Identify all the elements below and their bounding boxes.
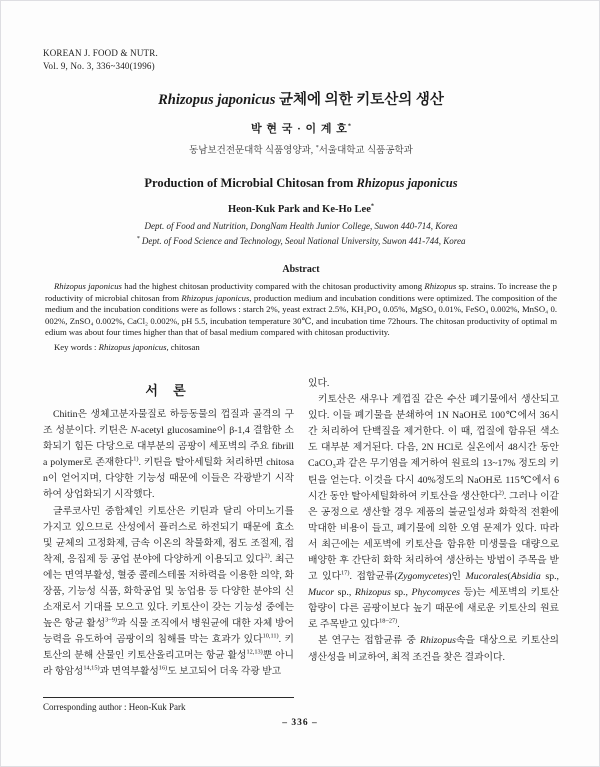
italic-term: Rhizopus japonicus (356, 176, 458, 190)
reference-superscript: 17) (341, 569, 350, 577)
affiliation-english-2 (43, 235, 559, 249)
text-run: Production of Microbial Chitosan from (144, 176, 357, 190)
journal-name: KOREAN J. FOOD & NUTR. (43, 48, 158, 58)
text-run: , chitosan (166, 341, 200, 352)
reference-superscript: 18~27) (379, 618, 398, 626)
text-run: . 접합균류( (349, 571, 398, 583)
italic-term: Absidia (510, 571, 541, 583)
reference-superscript: 14,15) (83, 665, 100, 673)
text-run: had the highest chitosan productivity compared with the chitosan productivity among (121, 281, 425, 291)
reference-superscript: 12,13) (246, 649, 263, 657)
text-run: Heon-Kuk Park and Ke-Ho Lee (227, 204, 371, 215)
text-run: . 키틴을 탈아세틸화 처리하면 chitosan이 얻어지며, 다양한 기능성 때문에 이들은 각광받기 시작하여 상업화되기 시작했다. (43, 457, 295, 501)
text-run: . 그러나 이같은 공정으로 생산할 경우 제품의 불균일성과 화학적 전환에 막대한 비용이 들고, 폐기물에 의한 오염 문제가 있다. 따라서 최근에는 세포벽에 키토산을 함유한 미생물을 대량으로 배양한 후 간단히 화학 처리하여 생산하는 방법이 주목을 받고 있다 (308, 490, 559, 583)
text-run: sp. strains. To increase the productivity of microbial chitosan from (45, 281, 558, 303)
text-run: Chitin은 생체고분자물질로 하등동물의 껍질과 골격의 구조 성분이다. 키틴은 (43, 408, 294, 437)
abstract-heading: Abstract (282, 264, 320, 275)
text-run: 서울대학교 식품공학과 (318, 146, 413, 156)
text-run: )인 (448, 571, 466, 583)
reference-superscript: * (347, 122, 352, 130)
italic-term: Rhizopus (354, 587, 391, 599)
reference-superscript: * (315, 143, 319, 151)
text-run: . (397, 619, 400, 631)
reference-superscript: 10,11) (262, 633, 279, 641)
italic-term: Phycomyces (411, 587, 460, 599)
paper-title-korean (43, 88, 559, 109)
introduction-heading: 서 론 (145, 382, 192, 398)
page-content (1, 1, 599, 712)
italic-term: Rhizopus japonicus (54, 281, 122, 291)
journal-header (43, 47, 559, 72)
text-run: 글루코사민 중합체인 키토산은 키틴과 달리 아미노기를 가지고 있으므로 산성에서 플러스로 하전되기 때문에 효소 및 균체의 고정화제, 금속 이온의 착물화제, 점도 조절제, 접착제, 응집제 등 공업 분야에 다양하게 이용되고 있다 (43, 505, 294, 565)
text-run: 본 연구는 접합균류 중 (318, 635, 420, 647)
body-paragraph (308, 376, 559, 392)
journal-volume-line: Vol. 9, No. 3, 336~340(1996) (43, 60, 155, 71)
italic-term: Zygomycetes (397, 571, 449, 583)
affiliation-korean (43, 142, 559, 156)
reference-superscript: 1) (133, 455, 139, 463)
text-run: Dept. of Food and Nutrition, DongNam Health Junior College, Suwon 440-714, Korea (144, 221, 458, 231)
footnote-block (43, 697, 294, 712)
body-paragraph (43, 407, 294, 504)
text-run: . 최근에는 면역부활성, 혈중 콜레스테롤 저하력을 이용한 의약, 화장품, 기능성 식품, 화학공업 및 농업용 등 다양한 분야의 신소재로서 기대를 모으고 있다. 키토산이 갖는 기능성 중에는 높은 항균 활성 (43, 553, 294, 630)
text-run: ( (507, 571, 511, 583)
reference-superscript: * (136, 234, 140, 242)
italic-term: Rhizopus (424, 281, 457, 291)
text-run: 속을 대상으로 키토산의 생산성을 비교하여, 최적 조건을 찾은 결과이다. (308, 635, 559, 663)
reference-superscript: * (370, 202, 375, 210)
text-run: 키토산은 새우나 게껍질 같은 수산 폐기물에서 생산되고 있다. 이들 폐기물을 분쇄하여 1N NaOH로 100℃에서 36시간 처리하여 단백질을 제거한다. 이 때, 껍질에 함유된 색소도 대부분 제거된다. 다음, 2N HCl로 실온에서 48시간 동안 CaCO₃과 같은 무기염을 제거하여 원료의 13~17% 정도의 키틴을 얻는다. 이것을 다시 40%정도의 NaOH로 115℃에서 6시간 동안 탈아세틸화하여 키토산을 생산한다 (308, 394, 559, 502)
italic-term: Mucor (308, 587, 335, 599)
italic-term: Rhizopus japonicus (181, 292, 250, 303)
authors-english (43, 204, 559, 215)
text-run: -acetyl glucosamine이 β-1,4 결합한 소화되기 힘든 다당으로 대부분의 곰팡이 세포벽의 주요 fibrilla polymer로 존재한다 (43, 425, 294, 469)
right-column (308, 376, 559, 712)
text-run: 균체에 의한 키토산의 생산 (275, 92, 444, 108)
italic-term: Mucorales (465, 571, 508, 583)
authors-korean (43, 120, 559, 136)
text-run: Key words : (54, 341, 99, 352)
paper-title-english (43, 176, 559, 191)
text-run: sp., (390, 587, 412, 599)
keywords-line (45, 342, 557, 352)
text-run: 과 면역부활성 (99, 666, 159, 678)
reference-superscript: 16) (158, 665, 168, 673)
text-run: 뿐 아니라 항암성 (43, 650, 294, 678)
text-run: . 키토산의 분해 산물인 키토산올리고머는 항균 활성 (43, 634, 294, 662)
right-column-paragraphs (308, 376, 559, 666)
left-column (43, 376, 294, 712)
corresponding-author-note: Corresponding author : Heon-Kuk Park (43, 701, 186, 712)
text-run: 과 식물 조직에서 병원균에 대한 자체 방어 능력을 유도하여 곰팡이의 침해를 막는 효과가 있다 (43, 618, 294, 646)
text-run: , production medium and incubation conditions were optimized. The composition of the medium and the incubation conditions were as follows : starch 2%, yeast extract 2.5%, KH₂PO₄ 0.05%, MgSO₄ 0.01%, FeSO₄ 0.002%, MnSO₄ 0.002%, ZnSO₄ 0.002%, CaCl₂ 0.002%, pH 5.5, incubation temperature 30℃, and incubation time 72hours. The chitosan productivity of optimal medium was about four times higher than that of basal medium compared with chitosan productivity. (45, 292, 558, 338)
italic-term: Rhizopus japonicus (98, 341, 167, 352)
text-run: Dept. of Food Science and Technology, Seoul National University, Suwon 441-744, Korea (139, 235, 466, 246)
two-column-body (43, 376, 559, 712)
text-run: 등)는 세포벽의 키토산 함량이 다른 곰팡이보다 높기 때문에 새로운 키토산의 원료로 주목받고 있다 (308, 587, 560, 631)
body-paragraph (43, 504, 294, 681)
text-run: sp., (540, 571, 559, 583)
text-run: 박 현 국 · 이 계 호 (250, 123, 348, 135)
page-number: – 336 – (282, 718, 318, 728)
reference-superscript: 2) (264, 552, 270, 560)
italic-term: Rhizopus (420, 635, 456, 647)
text-run: 동남보건전문대학 식품영양과, (189, 146, 316, 156)
text-run: 있다. (308, 377, 330, 389)
reference-superscript: 3~9) (105, 616, 117, 624)
reference-superscript: 2) (498, 489, 504, 497)
abstract-text (45, 281, 557, 339)
italic-term: N (130, 425, 138, 437)
italic-term: Rhizopus japonicus (158, 92, 276, 108)
left-column-paragraphs (43, 407, 294, 681)
affiliation-english-1 (43, 220, 559, 234)
text-run: 도 보고되어 더욱 각광 받고 (167, 666, 282, 678)
text-run: sp., (334, 587, 355, 599)
body-paragraph (308, 392, 559, 633)
body-paragraph (308, 633, 559, 665)
